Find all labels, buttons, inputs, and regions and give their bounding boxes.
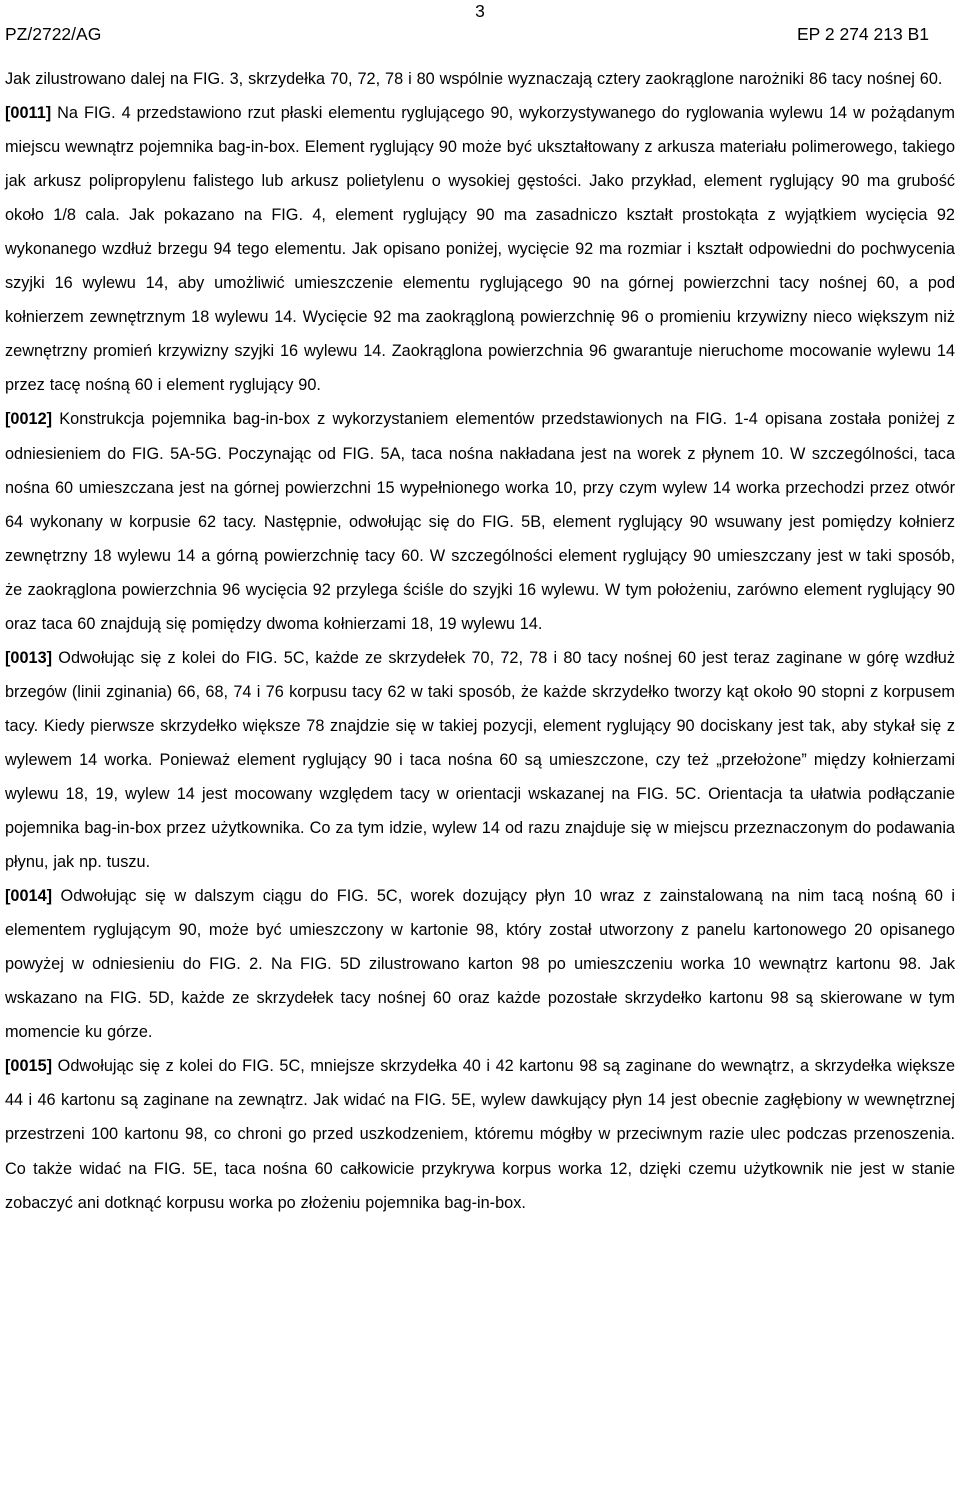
- paragraph-0012: [5, 402, 955, 640]
- paragraph-0013: [5, 641, 955, 879]
- paragraph-text: Na FIG. 4 przedstawiono rzut płaski elementu ryglującego 90, wykorzystywanego do ryglowania wylewu 14 w pożądanym miejscu wewnątrz pojemnika bag-in-box. Element ryglujący 90 może być ukształtowany z arkusza materiału polimerowego, takiego jak arkusz polipropylenu falistego lub arkusz polietylenu o wysokiej gęstości. Jako przykład, element ryglujący 90 ma grubość około 1/8 cala. Jak pokazano na FIG. 4, element ryglujący 90 ma zasadniczo kształt prostokąta z wyjątkiem wycięcia 92 wykonanego wzdłuż brzegu 94 tego elementu. Jak opisano poniżej, wycięcie 92 ma rozmiar i kształt odpowiedni do pochwycenia szyjki 16 wylewu 14, aby umożliwić umieszczenie elementu ryglującego 90 na górnej powierzchni tacy nośnej 60, a pod kołnierzem zewnętrznym 18 wylewu 14. Wycięcie 92 ma zaokrągloną powierzchnię 96 o promieniu krzywizny nieco większym niż zewnętrzny promień krzywizny szyjki 16 wylewu 14. Zaokrąglona powierzchnia 96 gwarantuje nieruchome mocowanie wylewu 14 przez tacę nośną 60 i element ryglujący 90.: [5, 104, 955, 395]
- page-header: [0, 0, 960, 48]
- paragraph-text: Odwołując się z kolei do FIG. 5C, każde ze skrzydełek 70, 72, 78 i 80 tacy nośnej 60 jest teraz zaginane w górę wzdłuż brzegów (linii zginania) 66, 68, 74 i 76 korpusu tacy 62 w taki sposób, że każde skrzydełko tworzy kąt około 90 stopni z korpusem tacy. Kiedy pierwsze skrzydełko większe 78 znajdzie się w takiej pozycji, element ryglujący 90 dociskany jest tak, aby stykał się z wylewem 14 worka. Ponieważ element ryglujący 90 i taca nośna 60 są umieszczone, czy też „przełożone” między kołnierzami wylewu 18, 19, wylew 14 jest mocowany względem tacy w orientacji wskazanej na FIG. 5C. Orientacja ta ułatwia podłączanie pojemnika bag-in-box przez użytkownika. Co za tym idzie, wylew 14 od razu znajduje się w miejscu przeznaczonym do podawania płynu, jak np. tuszu.: [5, 648, 955, 872]
- paragraph-number: [0013]: [5, 648, 53, 667]
- paragraph-number: [0012]: [5, 410, 53, 429]
- paragraph-text: Odwołując się z kolei do FIG. 5C, mniejsze skrzydełka 40 i 42 kartonu 98 są zaginane do wewnątrz, a skrzydełka większe 44 i 46 kartonu są zaginane na zewnątrz. Jak widać na FIG. 5E, wylew dawkujący płyn 14 jest obecnie zagłębiony w wewnętrznej przestrzeni 100 kartonu 98, co chroni go przed uszkodzeniem, któremu mógłby w przeciwnym razie ulec podczas przenoszenia. Co także widać na FIG. 5E, taca nośna 60 całkowicie przykrywa korpus worka 12, dzięki czemu użytkownik nie jest w stanie zobaczyć ani dotknąć korpusu worka po złożeniu pojemnika bag-in-box.: [5, 1057, 955, 1212]
- paragraph-number: [0014]: [5, 887, 53, 906]
- paragraph-0015: [5, 1049, 955, 1219]
- paragraph-continuation: [5, 62, 955, 96]
- paragraph-text: Jak zilustrowano dalej na FIG. 3, skrzydełka 70, 72, 78 i 80 wspólnie wyznaczają cztery zaokrąglone narożniki 86 tacy nośnej 60.: [5, 70, 943, 88]
- paragraph-text: Odwołując się w dalszym ciągu do FIG. 5C, worek dozujący płyn 10 wraz z zainstalowaną na nim tacą nośną 60 i elementem ryglującym 90, może być umieszczony w kartonie 98, który został utworzony z panelu kartonowego 20 opisanego powyżej w odniesieniu do FIG. 2. Na FIG. 5D zilustrowano karton 98 po umieszczeniu worka 10 wewnątrz kartonu 98. Jak wskazano na FIG. 5D, każde ze skrzydełek tacy nośnej 60 oraz każde pozostałe skrzydełko kartonu 98 są skierowane w tym momencie ku górze.: [5, 887, 955, 1042]
- paragraph-number: [0015]: [5, 1057, 53, 1076]
- patent-number: EP 2 274 213 B1: [796, 24, 929, 44]
- page-number: 3: [475, 1, 485, 21]
- paragraph-0011: [5, 96, 955, 402]
- document-id-left: PZ/2722/AG: [5, 24, 102, 44]
- paragraph-number: [0011]: [5, 104, 52, 123]
- paragraph-0014: [5, 879, 955, 1049]
- paragraph-text: Konstrukcja pojemnika bag-in-box z wykorzystaniem elementów przedstawionych na FIG. 1-4 opisana została poniżej z odniesieniem do FIG. 5A-5G. Poczynając od FIG. 5A, taca nośna nakładana jest na worek z płynem 10. W szczególności, taca nośna 60 umieszczana jest na górnej powierzchni 15 wypełnionego worka 10, przy czym wylew 14 worka przechodzi przez otwór 64 wykonany w korpusie 62 tacy. Następnie, odwołując się do FIG. 5B, element ryglujący 90 wsuwany jest pomiędzy kołnierz zewnętrzny 18 wylewu 14 a górną powierzchnię tacy 60. W szczególności element ryglujący 90 umieszczany jest w taki sposób, że zaokrąglona powierzchnia 96 wycięcia 92 przylega ściśle do szyjki 16 wylewu. W tym położeniu, zarówno element ryglujący 90 oraz taca 60 znajdują się pomiędzy dwoma kołnierzami 18, 19 wylewu 14.: [5, 410, 955, 633]
- document-body: [5, 62, 955, 1220]
